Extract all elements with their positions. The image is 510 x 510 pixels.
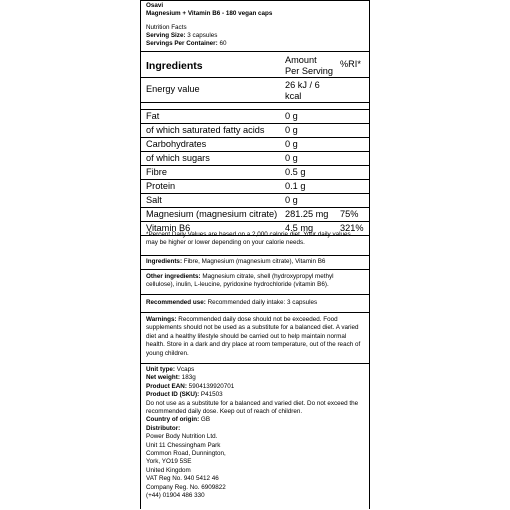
table-row: Protein 0.1 g	[141, 180, 369, 194]
energy-row	[141, 78, 369, 103]
ingredients-text: Ingredients: Fibre, Magnesium (magnesium citrate), Vitamin B6	[146, 258, 326, 265]
other-ingredients-text: Other ingredients: Magnesium citrate, shell (hydroxypropyl methyl cellulose), inulin, L-leucine, pyridoxine hydrochloride (vitamin B6).	[146, 273, 334, 289]
divider	[141, 255, 369, 256]
col-ri: %RI*	[340, 59, 361, 69]
label-header	[141, 1, 369, 52]
servings-per-container: Servings Per Container: 60	[146, 40, 227, 47]
table-row: Vitamin B6 4.5 mg 321%	[141, 222, 369, 236]
distributor-line: Common Road, Dunnington,	[146, 450, 226, 458]
energy-name: Energy value	[146, 84, 200, 94]
distributor-line: VAT Reg No. 940 5412 46	[146, 475, 219, 483]
product-ean: Product EAN: 5904139920701	[146, 382, 235, 390]
table-row: Magnesium (magnesium citrate) 281.25 mg 75%	[141, 208, 369, 222]
product-sku: Product ID (SKU): P41503	[146, 391, 223, 399]
distributor-line: Company Reg. No. 6909822	[146, 483, 226, 491]
supplement-label	[140, 0, 370, 509]
distributor-line: Power Body Nutrition Ltd.	[146, 433, 218, 441]
brand-name: Osavi	[146, 2, 164, 9]
divider	[141, 269, 369, 270]
divider	[141, 312, 369, 313]
distributor-line: United Kingdom	[146, 466, 191, 474]
distributor-line: Unit 11 Chessingham Park	[146, 441, 221, 449]
table-header	[141, 53, 369, 78]
product-name: Magnesium + Vitamin B6 - 180 vegan caps	[146, 10, 273, 17]
unit-type: Unit type: Vcaps	[146, 366, 195, 373]
spacer-row	[141, 103, 369, 110]
product-details	[146, 366, 363, 501]
distributor-line: (+44) 01904 486 330	[146, 492, 205, 500]
table-row: Salt 0 g	[141, 194, 369, 208]
country-of-origin: Country of origin: GB	[146, 416, 211, 424]
divider	[141, 294, 369, 295]
distributor-label: Distributor:	[146, 424, 181, 432]
usage-note: Do not use as a substitute for a balanced and varied diet. Do not exceed the recommended daily dose. Keep out of reach of children.	[146, 399, 359, 416]
col-ingredients: Ingredients	[146, 60, 203, 72]
distributor-line: York, YO19 5SE	[146, 458, 192, 466]
table-row: Fat 0 g	[141, 110, 369, 124]
col-per-serving: Per Serving	[285, 66, 334, 76]
recommended-use-text: Recommended use: Recommended daily intake: 3 capsules	[146, 299, 318, 306]
table-row: of which saturated fatty acids 0 g	[141, 124, 369, 138]
energy-amount-kcal: kcal	[285, 91, 302, 101]
energy-amount-kj: 26 kJ / 6	[285, 80, 320, 90]
net-weight: Net weight: 183g	[146, 374, 196, 382]
divider	[141, 363, 369, 364]
table-row: of which sugars 0 g	[141, 152, 369, 166]
table-row: Fibre 0.5 g	[141, 166, 369, 180]
facts-title: Nutrition Facts	[146, 24, 187, 31]
footnote: *Percent Daily Values are based on a 2,000 calorie diet. Your daily values may be higher or lower depending on your calorie needs.	[146, 231, 351, 247]
table-row: Carbohydrates 0 g	[141, 138, 369, 152]
serving-size: Serving Size: 3 capsules	[146, 32, 218, 39]
warnings-text: Warnings: Recommended daily dose should not be exceeded. Food supplements should not be used as a substitute for a balanced diet. A varied diet and a healthy lifestyle should be carried out to help maintain normal health. Store in a dark and dry place at room temperature, out of the reach of young children.	[146, 316, 361, 357]
col-amount: Amount	[285, 55, 317, 65]
